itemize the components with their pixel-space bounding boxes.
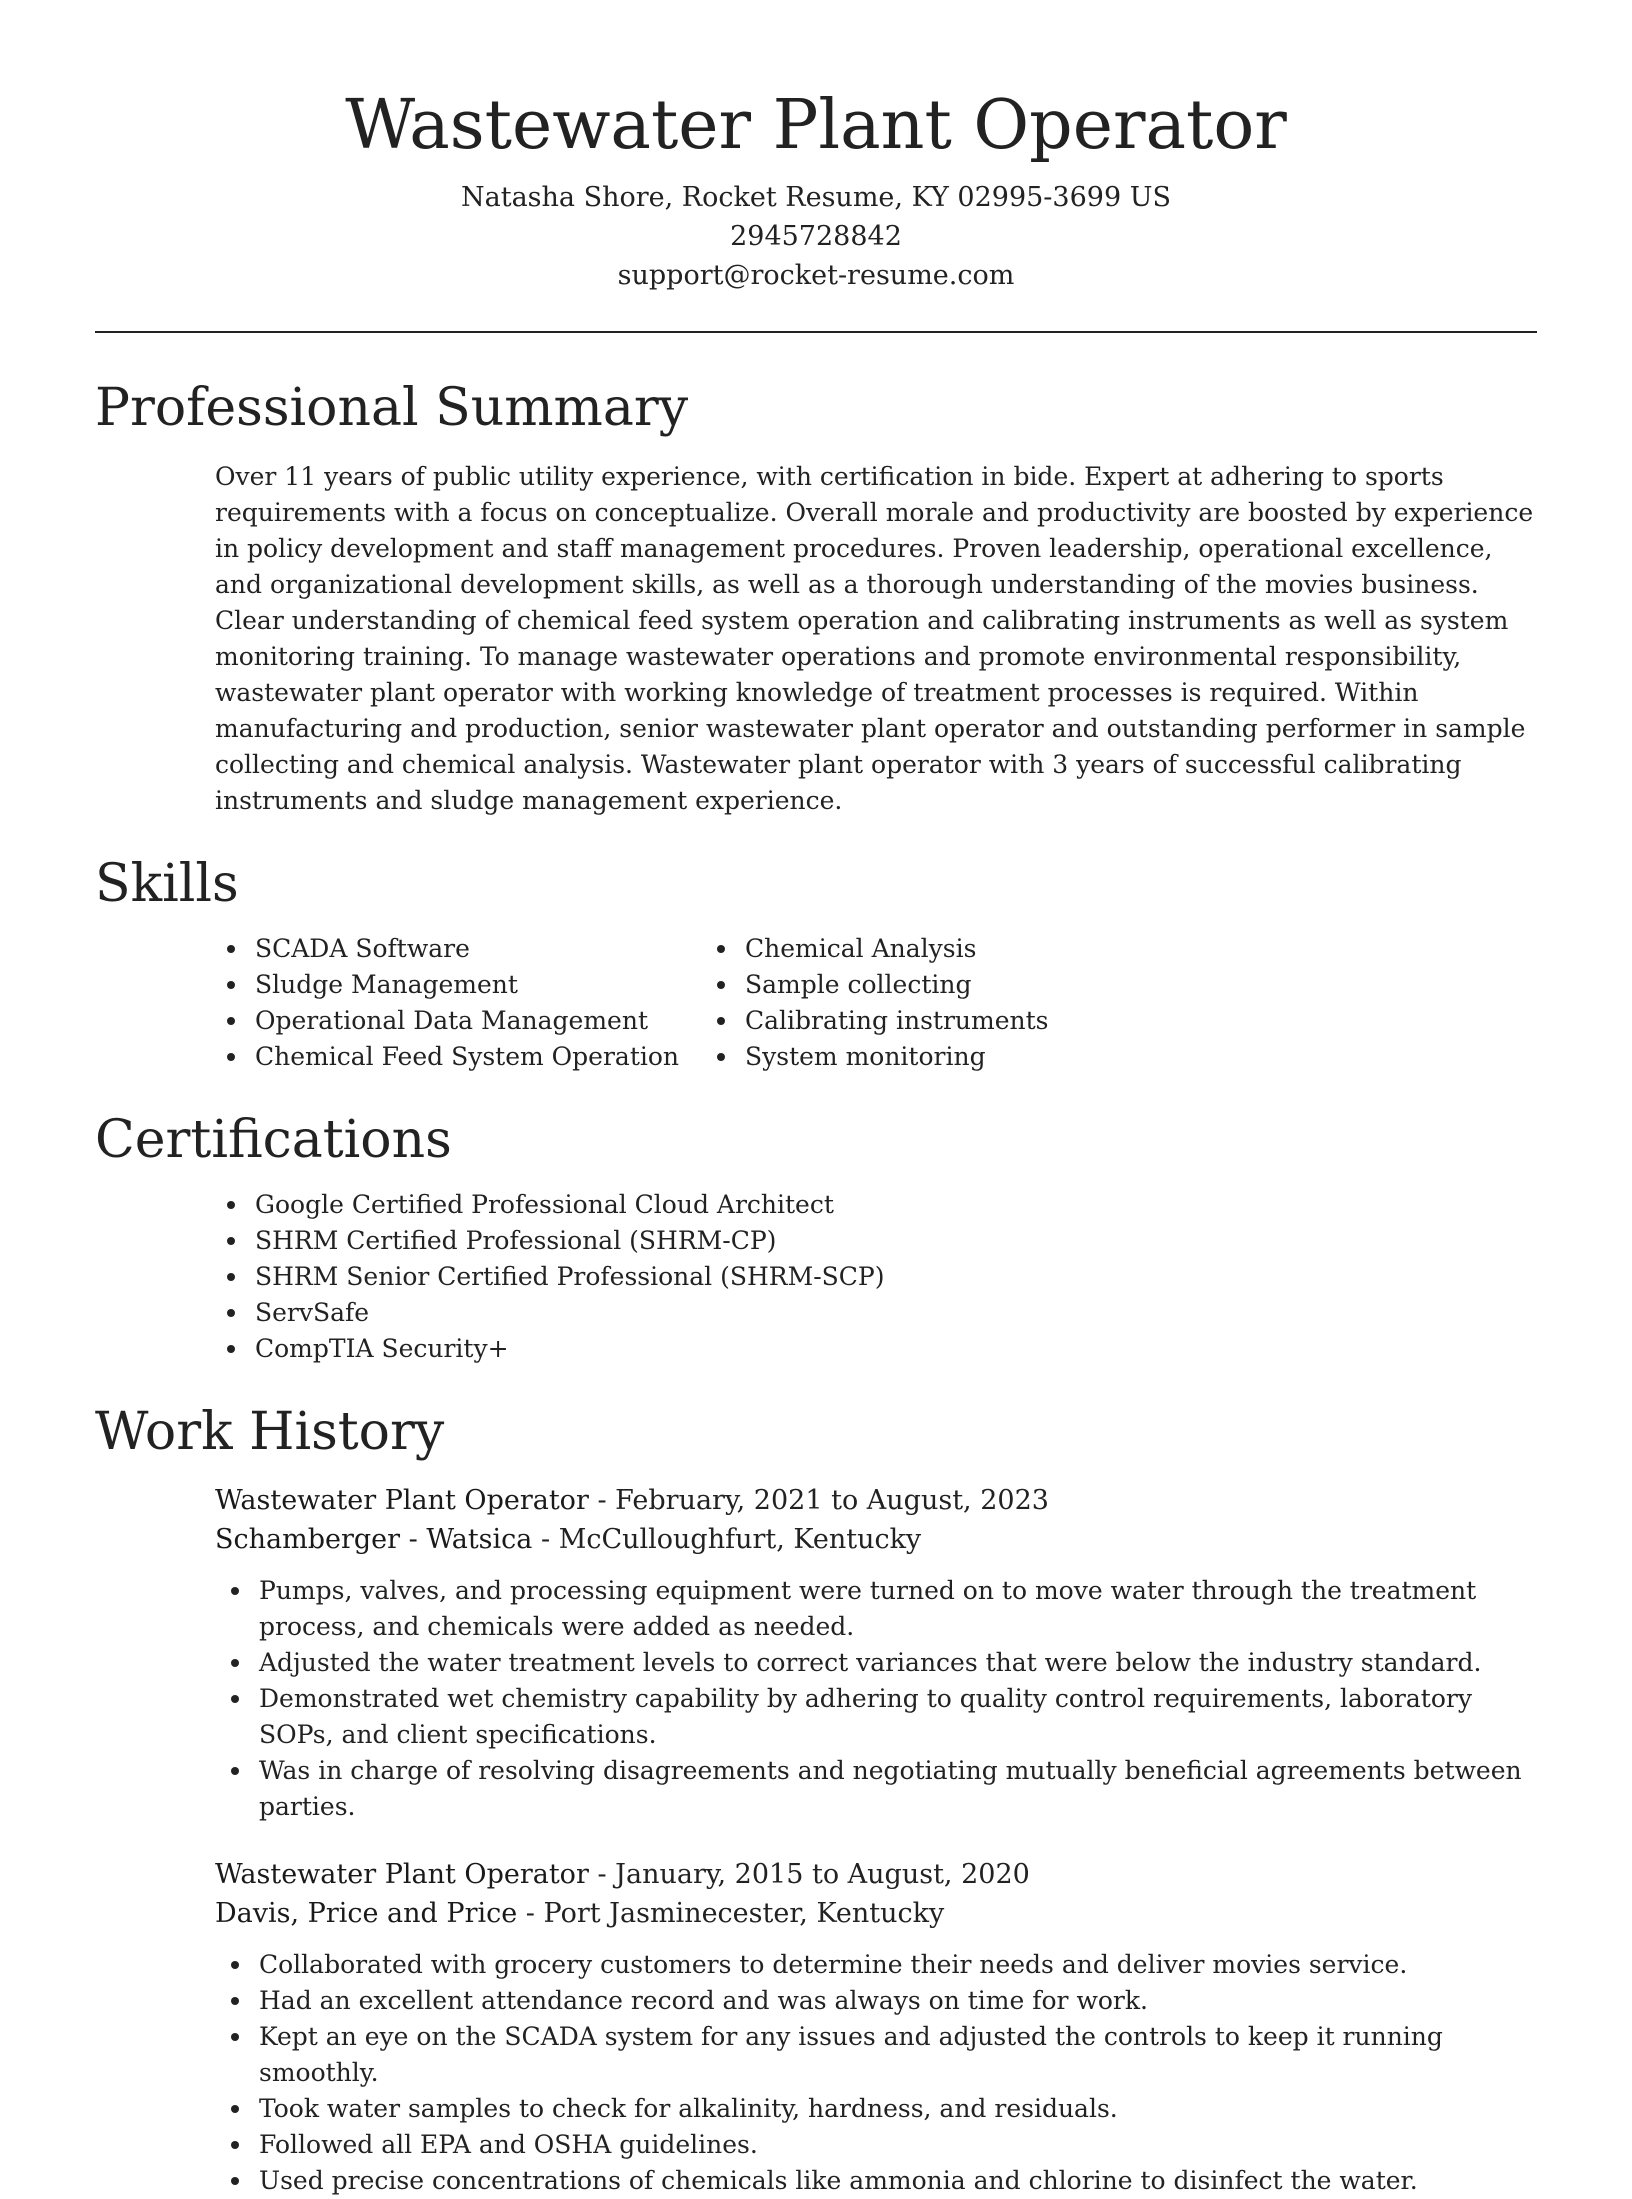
skill-item: System monitoring xyxy=(745,1039,1395,1075)
contact-address: Natasha Shore, Rocket Resume, KY 02995-3699 US xyxy=(461,182,1171,213)
work-history-section xyxy=(95,1397,1537,2199)
job-location: - McCulloughfurt, Kentucky xyxy=(532,1524,922,1555)
job-dates: - February, 2021 to August, 2023 xyxy=(588,1485,1049,1516)
job-title-line xyxy=(215,1855,1537,1894)
summary-section xyxy=(95,373,1537,819)
certification-item: Google Certified Professional Cloud Architect xyxy=(255,1187,1537,1223)
job-duty-item: Took water samples to check for alkalinity, hardness, and residuals. xyxy=(259,2091,1537,2127)
certifications-list xyxy=(255,1187,1537,1367)
certification-item: SHRM Senior Certified Professional (SHRM-SCP) xyxy=(255,1259,1537,1295)
certification-item: ServSafe xyxy=(255,1295,1537,1331)
job-title-line xyxy=(215,1481,1537,1520)
job-company: Davis, Price and Price xyxy=(215,1898,518,1929)
header-divider xyxy=(95,331,1537,333)
contact-email[interactable]: support@rocket-resume.com xyxy=(617,260,1015,291)
skill-item: SCADA Software xyxy=(255,931,745,967)
skills-column-right xyxy=(745,931,1395,1075)
job-entry xyxy=(215,1481,1537,1825)
job-duty-item: Used precise concentrations of chemicals like ammonia and chlorine to disinfect the water. xyxy=(259,2163,1537,2199)
skills-heading: Skills xyxy=(95,854,239,914)
work-history-heading: Work History xyxy=(95,1402,445,1462)
contact-phone: 2945728842 xyxy=(730,221,902,252)
job-duty-item: Had an excellent attendance record and was always on time for work. xyxy=(259,1983,1537,2019)
skills-section xyxy=(95,849,1537,1075)
certification-item: CompTIA Security+ xyxy=(255,1331,1537,1367)
job-duty-item: Pumps, valves, and processing equipment were turned on to move water through the treatment process, and chemicals were added as needed. xyxy=(259,1573,1537,1645)
summary-heading: Professional Summary xyxy=(95,378,689,438)
skills-column-left xyxy=(95,931,745,1075)
skill-item: Calibrating instruments xyxy=(745,1003,1395,1039)
job-title: Wastewater Plant Operator xyxy=(215,1485,589,1516)
job-duty-item: Followed all EPA and OSHA guidelines. xyxy=(259,2127,1537,2163)
skills-list-left xyxy=(255,931,745,1075)
job-location: - Port Jasminecester, Kentucky xyxy=(517,1898,945,1929)
job-duty-item: Was in charge of resolving disagreements and negotiating mutually beneficial agreements between parties. xyxy=(259,1753,1537,1825)
resume-header xyxy=(95,0,1537,295)
skills-list-right xyxy=(745,931,1395,1075)
skills-grid xyxy=(95,931,1537,1075)
job-duty-item: Kept an eye on the SCADA system for any issues and adjusted the controls to keep it running smoothly. xyxy=(259,2019,1537,2091)
resume-title: Wastewater Plant Operator xyxy=(345,86,1287,165)
certifications-section xyxy=(95,1105,1537,1367)
job-duties-list xyxy=(259,1573,1537,1825)
skill-item: Sludge Management xyxy=(255,967,745,1003)
summary-text: Over 11 years of public utility experience, with certification in bide. Expert at adhering to sports requirements with a focus on conceptualize. Overall morale and productivity are boosted by experience in policy development and staff management procedures. Proven leadership, operational excellence, and organizational development skills, as well as a thorough understanding of the movies business. Clear understanding of chemical feed system operation and calibrating instruments as well as system monitoring training. To manage wastewater operations and promote environmental responsibility, wastewater plant operator with working knowledge of treatment processes is required. Within manufacturing and production, senior wastewater plant operator and outstanding performer in sample collecting and chemical analysis. Wastewater plant operator with 3 years of successful calibrating instruments and sludge management experience. xyxy=(215,462,1534,815)
job-company: Schamberger - Watsica xyxy=(215,1524,533,1555)
job-duty-item: Collaborated with grocery customers to determine their needs and deliver movies service. xyxy=(259,1947,1537,1983)
job-company-line xyxy=(215,1520,1537,1559)
skill-item: Operational Data Management xyxy=(255,1003,745,1039)
job-entry xyxy=(215,1855,1537,2199)
job-duty-item: Demonstrated wet chemistry capability by adhering to quality control requirements, laboratory SOPs, and client specifications. xyxy=(259,1681,1537,1753)
contact-block xyxy=(95,178,1537,295)
job-company-line xyxy=(215,1894,1537,1933)
job-dates: - January, 2015 to August, 2020 xyxy=(588,1859,1030,1890)
certification-item: SHRM Certified Professional (SHRM-CP) xyxy=(255,1223,1537,1259)
skill-item: Chemical Feed System Operation xyxy=(255,1039,745,1075)
certifications-heading: Certifications xyxy=(95,1110,452,1170)
job-duties-list xyxy=(259,1947,1537,2199)
skill-item: Sample collecting xyxy=(745,967,1395,1003)
job-title: Wastewater Plant Operator xyxy=(215,1859,589,1890)
skill-item: Chemical Analysis xyxy=(745,931,1395,967)
job-duty-item: Adjusted the water treatment levels to correct variances that were below the industry standard. xyxy=(259,1645,1537,1681)
